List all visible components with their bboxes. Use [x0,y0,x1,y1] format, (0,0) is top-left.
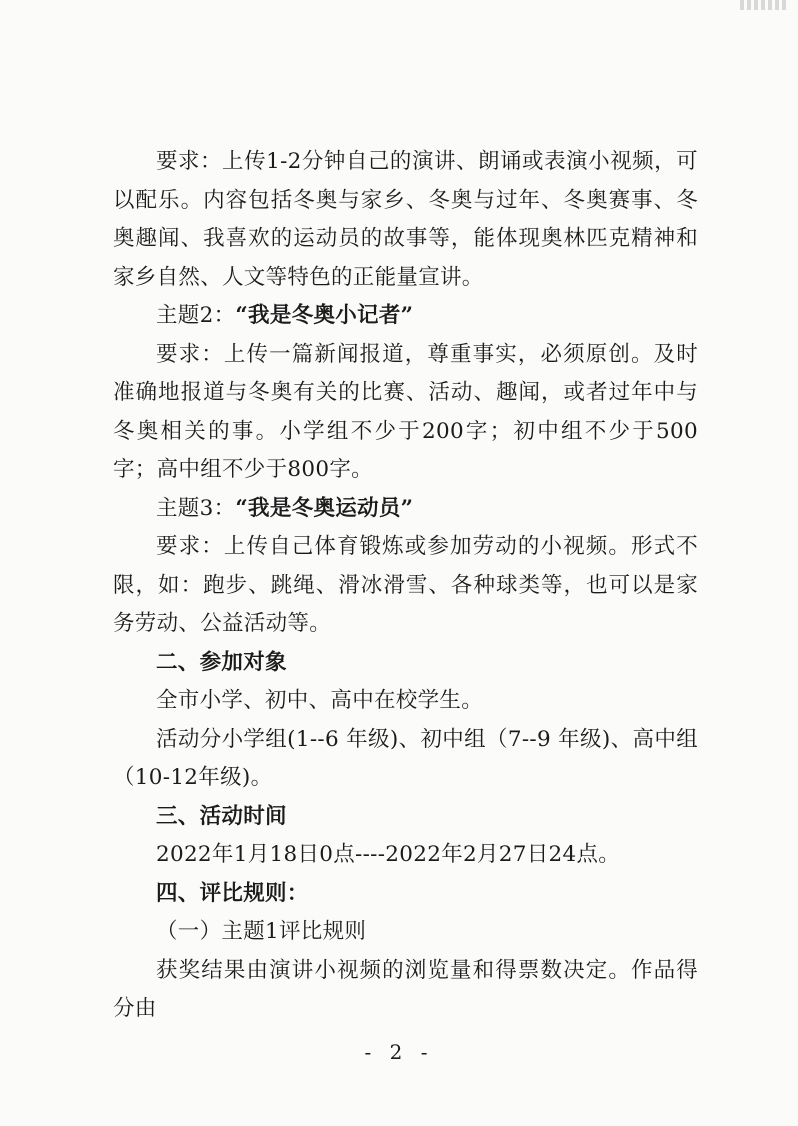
requirement-theme1: 要求：上传1-2分钟自己的演讲、朗诵或表演小视频，可以配乐。内容包括冬奥与家乡、冬奥与过年、冬奥赛事、冬奥趣闻、我喜欢的运动员的故事等，能体现奥林匹克精神和家乡自然、人文等特色的正能量宣讲。 [113,149,698,290]
section-rules-heading: 四、评比规则： [156,880,309,906]
requirement-theme2: 要求：上传一篇新闻报道，尊重事实，必须原创。及时准确地报道与冬奥有关的比赛、活动、趣闻，或者过年中与冬奥相关的事。小学组不少于200字；初中组不少于500字；高中组不少于800字。 [113,341,698,482]
theme3-prefix: 主题3： [156,495,236,521]
section-time-heading: 三、活动时间 [156,803,287,829]
time-text: 2022年1月18日0点----2022年2月27日24点。 [156,842,621,867]
theme3-heading [113,490,698,529]
theme2-heading [113,297,698,336]
scan-artifact [740,0,786,10]
participants-groups: 活动分小学组(1--6 年级)、初中组（7--9 年级)、高中组（10-12年级)。 [113,726,698,790]
theme2-title: “我是冬奥小记者” [235,303,414,328]
theme2-prefix: 主题2： [156,303,236,328]
page-number: - 2 - [364,1040,434,1064]
rules-text: 获奖结果由演讲小视频的浏览量和得票数决定。作品得分由 [113,957,698,1021]
requirement-theme3: 要求：上传自己体育锻炼或参加劳动的小视频。形式不限，如：跑步、跳绳、滑冰滑雪、各种球类等，也可以是家务劳动、公益活动等。 [113,534,698,636]
participants-text: 全市小学、初中、高中在校学生。 [156,688,484,713]
theme3-title: “我是冬奥运动员” [235,495,414,521]
rules-subheading-theme1: （一）主题1评比规则 [156,919,367,944]
document-body [113,143,698,1029]
section-participants-heading: 二、参加对象 [156,649,287,675]
